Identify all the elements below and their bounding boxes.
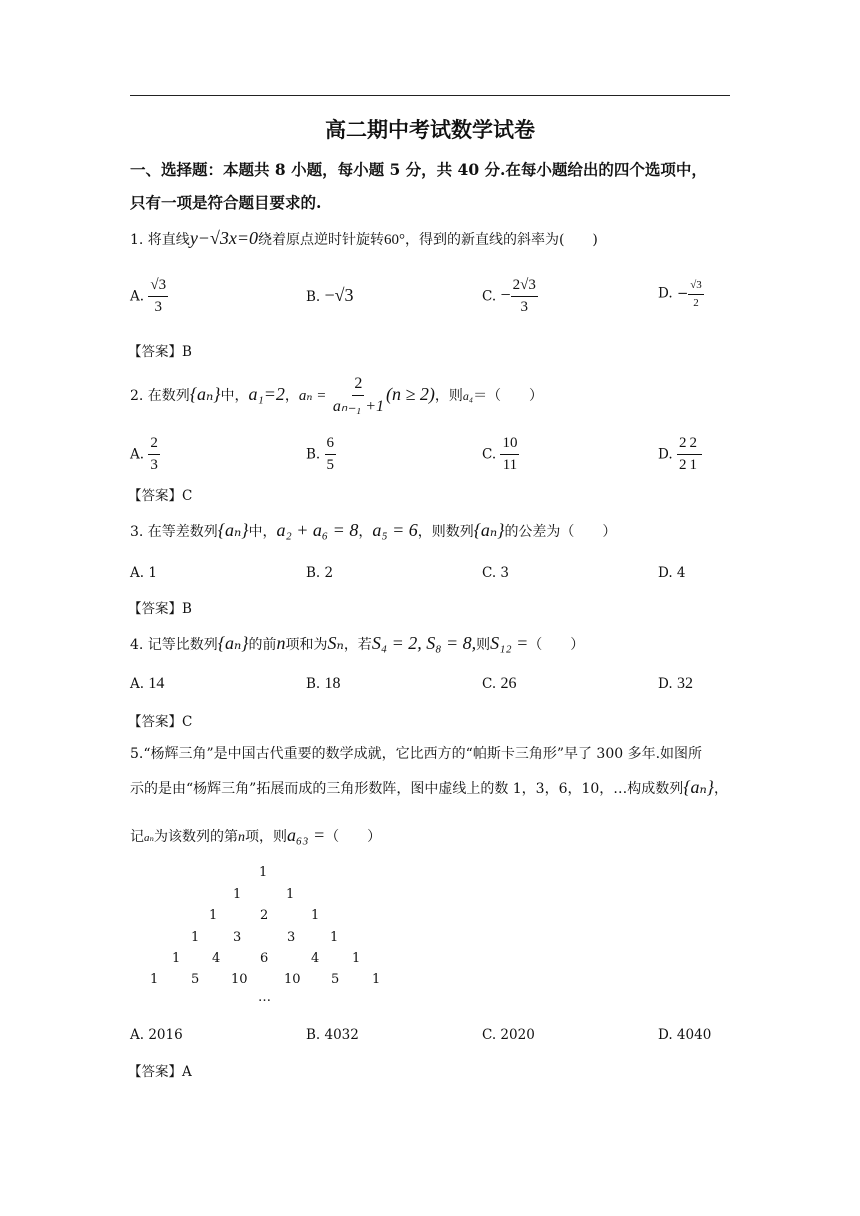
triangle-number: 1 <box>352 951 361 966</box>
triangle-number: 10 <box>284 972 301 987</box>
q5-option-d[interactable]: D. 4040 <box>658 1027 712 1043</box>
triangle-number: 1 <box>372 972 381 987</box>
q1-option-c[interactable]: C. − $\frac{2√3}{3}$ <box>482 277 536 316</box>
top-rule <box>130 95 730 96</box>
q3-answer: 【答案】B <box>128 601 192 617</box>
triangle-number: 1 <box>191 930 200 945</box>
q3-option-a[interactable]: A. 1 <box>130 565 157 581</box>
q4-option-a[interactable]: A. 14 <box>130 675 165 692</box>
triangle-number: 5 <box>191 972 200 987</box>
question-3-stem: 3. 在等差数列{aₙ}中，a₂ + a₆ = 8，a₅ = 6，则数列{aₙ}的公差为（ ） <box>130 520 617 540</box>
q2-option-b[interactable]: B. $\frac{6}{5}$ <box>306 435 335 474</box>
triangle-number: 1 <box>330 930 339 945</box>
triangle-number: 4 <box>311 951 320 966</box>
triangle-number: 3 <box>233 930 242 945</box>
q2-option-d[interactable]: D. $\frac{22}{21}$ <box>658 435 700 474</box>
page-title: 高二期中考试数学试卷 <box>325 117 535 142</box>
question-4-stem: 4. 记等比数列{aₙ}的前n项和为Sₙ，若S₄ = 2, S₈ = 8,则S₁₂ =（ ） <box>130 633 585 653</box>
q4-answer: 【答案】C <box>128 714 193 730</box>
triangle-number: 1 <box>150 972 159 987</box>
q1-option-a[interactable]: A. $\frac{√3}{3}$ <box>130 277 167 316</box>
q3-option-b[interactable]: B. 2 <box>306 565 334 581</box>
section-heading-line1: 一、选择题：本题共 8 小题，每小题 5 分，共 40 分.在每小题给出的四个选项中， <box>130 160 707 179</box>
triangle-number: 3 <box>287 930 296 945</box>
q4-option-c[interactable]: C. 26 <box>482 675 517 692</box>
triangle-number: 2 <box>260 908 269 923</box>
question-5-line3: 记aₙ为该数列的第n项，则a₆₃ =（ ） <box>130 825 382 845</box>
triangle-number: 1 <box>311 908 320 923</box>
q4-option-d[interactable]: D. 32 <box>658 675 693 692</box>
triangle-number: 1 <box>233 887 242 902</box>
q3-option-d[interactable]: D. 4 <box>658 565 686 581</box>
triangle-ellipsis: … <box>258 990 271 1005</box>
triangle-number: 10 <box>231 972 248 987</box>
q5-option-a[interactable]: A. 2016 <box>130 1027 183 1043</box>
question-5-line2: 示的是由“杨辉三角”拓展而成的三角形数阵，图中虚线上的数 1，3，6，10，…构成数列{aₙ}， <box>130 777 729 797</box>
q4-option-b[interactable]: B. 18 <box>306 675 341 692</box>
q5-answer: 【答案】A <box>128 1064 192 1080</box>
q2-option-a[interactable]: A. $\frac{2}{3}$ <box>130 435 158 474</box>
triangle-number: 1 <box>172 951 181 966</box>
section-heading-line2: 只有一项是符合题目要求的. <box>130 193 322 212</box>
q5-option-b[interactable]: B. 4032 <box>306 1027 359 1043</box>
triangle-number: 5 <box>331 972 340 987</box>
triangle-number: 1 <box>209 908 218 923</box>
question-2-stem: 2. 在数列{aₙ}中，a₁=2，aₙ = $\frac{2}{\text{aₙ₋₁ +1}}$ (n ≥ 2)，则a₄＝（ ） <box>130 375 544 416</box>
triangle-number: 4 <box>212 951 221 966</box>
question-5-line1: 5.“杨辉三角”是中国古代重要的数学成就，它比西方的“帕斯卡三角形”早了 300 多年.如图所 <box>130 746 703 762</box>
triangle-number: 6 <box>260 951 269 966</box>
q1-answer: 【答案】B <box>128 344 192 360</box>
q1-option-d[interactable]: D. − $\frac{√3}{2}$ <box>658 279 702 309</box>
triangle-number: 1 <box>259 865 268 880</box>
q2-answer: 【答案】C <box>128 488 193 504</box>
q5-option-c[interactable]: C. 2020 <box>482 1027 535 1043</box>
question-1-stem: 1. 将直线y−√3x=0绕着原点逆时针旋转60°，得到的新直线的斜率为( ) <box>130 228 598 248</box>
q1-option-b[interactable]: B. −√3 <box>306 285 354 305</box>
q2-option-c[interactable]: C. $\frac{10}{11}$ <box>482 435 518 474</box>
triangle-number: 1 <box>286 887 295 902</box>
q1-equation: y−√3x=0 <box>189 228 258 248</box>
q3-option-c[interactable]: C. 3 <box>482 565 510 581</box>
